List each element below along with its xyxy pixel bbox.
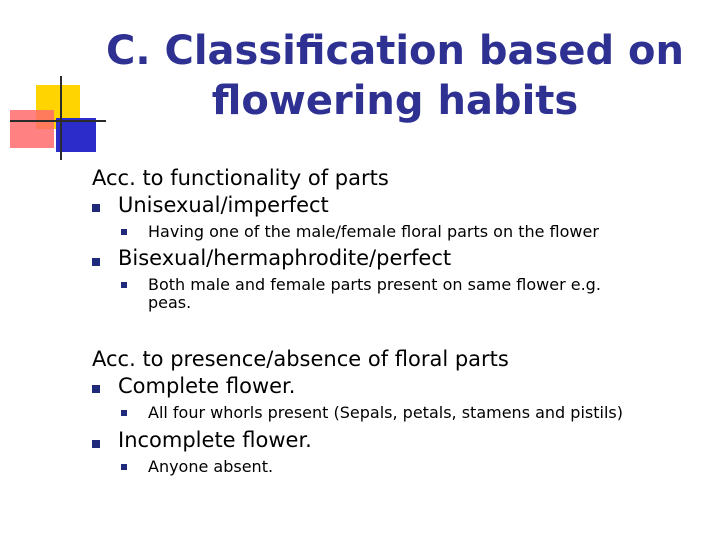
sub-bullet-square-icon bbox=[121, 464, 127, 470]
sub-bullet-square-icon bbox=[121, 229, 127, 235]
sub-bullet-bisexual-desc-line-1: Both male and female parts present on same flower e.g. bbox=[148, 275, 601, 294]
bullet-square-icon bbox=[92, 204, 100, 212]
sub-bullet-incomplete-desc: Anyone absent. bbox=[148, 457, 274, 476]
bullet-bisexual: Bisexual/hermaphrodite/perfect bbox=[118, 246, 452, 270]
sub-bullet-complete-desc: All four whorls present (Sepals, petals, stamens and pistils) bbox=[148, 403, 623, 422]
bullet-square-icon bbox=[92, 258, 100, 266]
sub-bullet-square-icon bbox=[121, 410, 127, 416]
slide-title-line-2: flowering habits bbox=[211, 78, 579, 124]
section-heading-functionality: Acc. to functionality of parts bbox=[92, 166, 389, 190]
bullet-square-icon bbox=[92, 385, 100, 393]
bullet-incomplete-flower: Incomplete flower. bbox=[118, 428, 312, 452]
sub-bullet-square-icon bbox=[121, 282, 127, 288]
section-heading-presence: Acc. to presence/absence of floral parts bbox=[92, 347, 509, 371]
slide-title-line-1: C. Classification based on bbox=[105, 28, 684, 74]
sub-bullet-bisexual-desc-line-2: peas. bbox=[148, 293, 192, 312]
bullet-unisexual: Unisexual/imperfect bbox=[118, 193, 329, 217]
bullet-square-icon bbox=[92, 440, 100, 448]
sub-bullet-unisexual-desc: Having one of the male/female floral parts on the flower bbox=[148, 222, 599, 241]
bullet-complete-flower: Complete flower. bbox=[118, 374, 296, 398]
